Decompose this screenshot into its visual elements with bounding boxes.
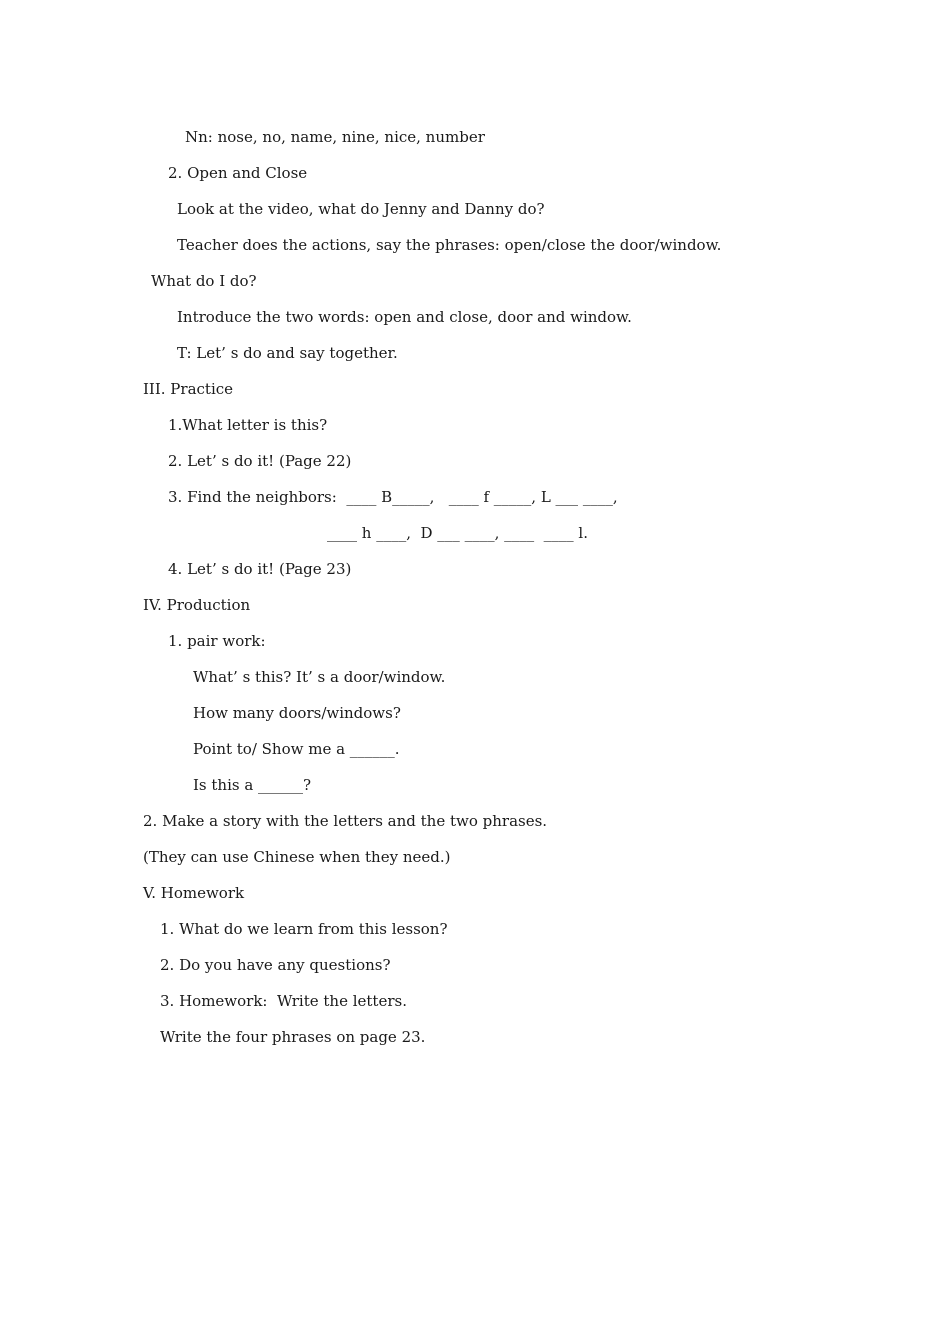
pair-work-line-2: How many doors/windows? [193, 704, 401, 722]
video-question: Look at the video, what do Jenny and Danny do? [177, 200, 545, 218]
what-do-i-do-text: What do I do? [151, 272, 257, 290]
production-item-1: 1. pair work: [168, 632, 266, 650]
pair-work-line-4: Is this a ______? [193, 776, 312, 794]
introduce-words-text: Introduce the two words: open and close, door and window. [177, 308, 632, 326]
letter-nn-words: Nn: nose, no, name, nine, nice, number [185, 128, 485, 146]
homework-item-3: 3. Homework: Write the letters. [160, 992, 407, 1010]
lets-do-say-text: T: Let’ s do and say together. [177, 344, 398, 362]
section-practice-heading: III. Practice [143, 380, 234, 398]
practice-item-4: 4. Let’ s do it! (Page 23) [168, 560, 352, 578]
homework-item-3-continued: Write the four phrases on page 23. [160, 1028, 426, 1046]
practice-item-3-continued: ____ h ____, D ___ ____, ____ ____ l. [327, 524, 588, 542]
homework-item-1: 1. What do we learn from this lesson? [160, 920, 448, 938]
section-homework-heading: V. Homework [143, 884, 245, 902]
pair-work-line-1: What’ s this? It’ s a door/window. [193, 668, 446, 686]
practice-item-3: 3. Find the neighbors: ____ B_____, ____ f _____, L ___ ____, [168, 488, 618, 506]
step-open-close-heading: 2. Open and Close [168, 164, 308, 182]
homework-item-2: 2. Do you have any questions? [160, 956, 391, 974]
production-note: (They can use Chinese when they need.) [143, 848, 451, 866]
practice-item-2: 2. Let’ s do it! (Page 22) [168, 452, 352, 470]
pair-work-line-3: Point to/ Show me a ______. [193, 740, 400, 758]
section-production-heading: IV. Production [143, 596, 251, 614]
teacher-actions-text: Teacher does the actions, say the phrases: open/close the door/window. [177, 236, 722, 254]
practice-item-1: 1.What letter is this? [168, 416, 328, 434]
production-item-2: 2. Make a story with the letters and the two phrases. [143, 812, 548, 830]
